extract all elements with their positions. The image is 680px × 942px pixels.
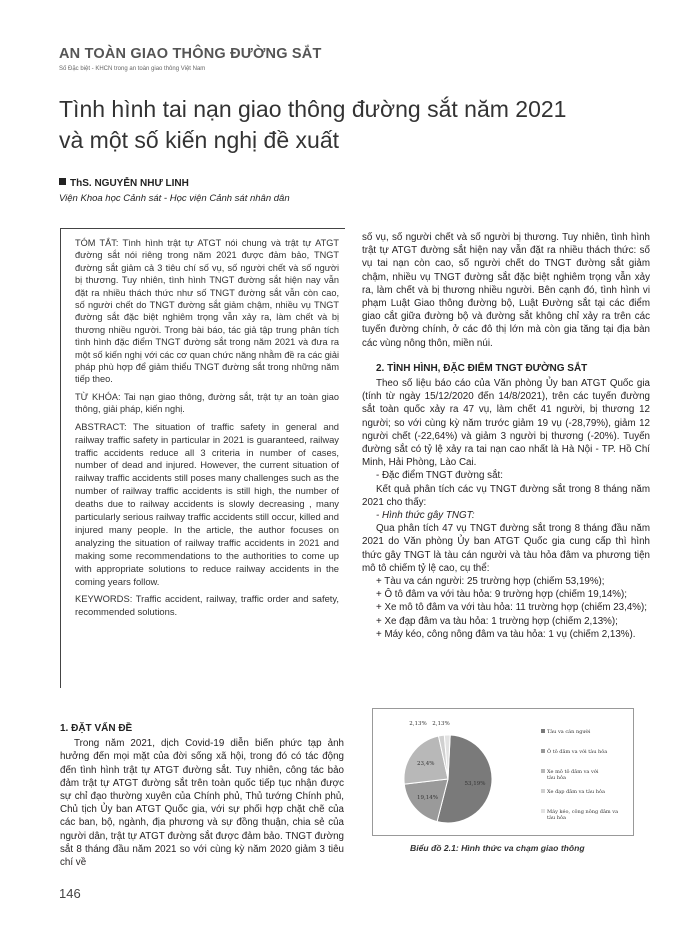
list-item: + Xe mô tô đâm va với tàu hỏa: 11 trường hợp (chiếm 23,4%); (376, 602, 647, 614)
author (59, 178, 189, 189)
title-line-1: Tình hình tai nạn giao thông đường sắt năm 2021 (59, 96, 567, 122)
legend-label: Tàu va cán người (547, 729, 591, 735)
section-2-p4: - Hình thức gây TNGT: (376, 510, 475, 522)
section-header: AN TOÀN GIAO THÔNG ĐƯỜNG SẮT (59, 46, 322, 62)
author-name: ThS. NGUYỄN NHƯ LINH (70, 178, 189, 189)
continued-paragraph: số vụ, số người chết và số người bị thương. Tuy nhiên, tình hình trật tự ATGT đường sắt hiện nay vẫn đặt ra nhiều thách thức: số vụ tai nạn còn cao, số người chết do TNGT đường sắt giảm chậm, nhiều vụ TNGT đường sắt đặc biệt nghiêm trọng vẫn xảy ra, làm chết và bị thương nhiều người. Bên cạnh đó, tình hình vi phạm Luật Giao thông đường bộ, Luật Đường sắt tại các điểm giao cắt giữa đường bộ và đường sắt không chỉ xảy ra trên các tuyến đường chính, ở các đô thị lớn mà còn gia tăng tại địa bàn các vùng nông thôn, miền núi. (362, 232, 650, 349)
pie-chart (373, 709, 633, 835)
legend-swatch (541, 789, 545, 793)
section-2-p2: - Đặc điểm TNGT đường sắt: (376, 470, 503, 482)
slice-data-label: 2,13% (432, 721, 450, 727)
slice-data-label: 19,14% (416, 794, 438, 801)
legend-swatch (541, 809, 545, 813)
legend-swatch (541, 769, 545, 773)
legend-swatch (541, 749, 545, 753)
list-item: + Ô tô đâm va với tàu hỏa: 9 trường hợp (chiếm 19,14%); (376, 589, 628, 601)
list-item: + Máy kéo, công nông đâm va tàu hỏa: 1 vụ (chiếm 2,13%). (376, 628, 636, 640)
title-line-2: và một số kiến nghị đề xuất (59, 127, 339, 153)
list-item: + Tàu va cán người: 25 trường hợp (chiếm 53,19%); (376, 576, 605, 588)
issue-subtitle: Số Đặc biệt - KHCN trong an toàn giao thông Việt Nam (59, 66, 206, 72)
legend-label: Xe mô tô đâm va với tàu hỏa (547, 769, 599, 781)
keywords-vi: TỪ KHÓA: Tai nạn giao thông, đường sắt, trật tự an toàn giao thông, giải pháp, kiến nghị. (75, 391, 339, 415)
legend-label: Xe đạp đâm va tàu hỏa (547, 789, 605, 795)
list-item: + Xe đạp đâm va tàu hỏa: 1 trường hợp (chiếm 2,13%); (376, 615, 618, 627)
section-2-p3: Kết quả phân tích các vụ TNGT đường sắt trong 8 tháng năm 2021 cho thấy: (362, 483, 650, 508)
abstract-box (60, 228, 345, 688)
legend-swatch (541, 729, 545, 733)
slice-data-label: 23,4% (417, 761, 435, 768)
slice-data-label: 53,19% (464, 781, 486, 788)
abstract-en: ABSTRACT: The situation of traffic safety in general and railway traffic safety in particular in 2021 is guaranteed, railway traffic accidents reduce all 3 criteria in number of cases, number of dead and injured. However, the current situation of railway traffic accidents still poses many challenges such as the number of railway traffic accidents is still high, the number of deaths due to railway accidents is slowly decreasing , many particularly serious railway traffic accidents still occur, killed and injured many people. In the article, the author focuses on analyzing the situation of railway traffic accidents in 2021 and making some recommendations to the authorities to come up with appropriate solutions to reduce railway accidents in the coming years follow. (75, 420, 340, 587)
section-1-heading: 1. ĐẶT VẤN ĐỀ (60, 723, 133, 734)
article-title (59, 94, 639, 156)
section-2-heading: 2. TÌNH HÌNH, ĐẶC ĐIỂM TNGT ĐƯỜNG SẮT (376, 362, 588, 374)
abstract-vi: TÓM TẮT: Tình hình trật tự ATGT nói chung và trật tự ATGT đường sắt nói riêng trong năm 2021 được đảm bảo, TNGT đường sắt giảm cả 3 tiêu chí số vụ, số người chết và số người bị thương. Tuy nhiên, tình hình TNGT đường sắt hiện nay vẫn đặt ra nhiều thách thức như số TNGT đường sắt vẫn còn cao, số người chết do TNGT đường sắt giảm chậm, nhiều vụ TNGT đường sắt đặc biệt nghiêm trọng vẫn xảy ra, làm chết và bị thương nhiều người. Trong bài báo, tác giả tập trung phân tích tình hình đặc điểm TNGT đường sắt trong năm 2021 và đưa ra một số kiến nghị với các cơ quan chức năng nhằm đề ra các giải pháp phù hợp để giảm thiểu TNGT đường sắt trong những năm tiếp theo. (75, 238, 339, 385)
page-number: 146 (59, 886, 81, 901)
pie-chart-box (372, 708, 634, 836)
legend-label: Máy kéo, công nông đâm va tàu hỏa (547, 809, 619, 821)
right-column (362, 231, 650, 641)
slice-data-label: 2,13% (409, 721, 427, 727)
section-2-p5: Qua phân tích 47 vụ TNGT đường sắt trong 8 tháng đầu năm 2021 do Văn phòng Ủy ban ATGT Quốc gia cung cấp thì hình thức gây TNGT là tàu cán người và tàu hỏa đâm va phương tiện mô tô chiếm tỷ lệ cao, cụ thể: (362, 523, 650, 574)
chart-caption: Biểu đồ 2.1: Hình thức va chạm giao thông (410, 843, 585, 853)
section-1-paragraph: Trong năm 2021, dịch Covid-19 diễn biến phức tạp ảnh hưởng đến mọi mặt của đời sống xã hội, trong đó có tác động đến tình hình trật tự ATGT đường sắt. Tuy nhiên, công tác bảo đảm trật tự ATGT đường sắt trên toàn quốc tiếp tục nhận được sự chỉ đạo thường xuyên của Chính phủ, Thủ tướng Chính phủ, Chủ tịch Ủy ban ATGT Quốc gia, với sự phối hợp chặt chẽ của các ban, bộ, ngành, địa phương và sự đồng thuận, chia sẻ của người dân, trật tự ATGT đường sắt được đảm bảo. TNGT đường sắt 8 tháng đầu năm 2021 so với cùng kỳ năm 2020 giảm 3 tiêu chí về (60, 738, 344, 869)
section-2-p1: Theo số liệu báo cáo của Văn phòng Ủy ban ATGT Quốc gia (tính từ ngày 15/12/2020 đến 14/8/2021), trên các tuyến đường sắt toàn quốc xảy ra 47 vụ, làm chết 41 người, bị thương 12 người; so với cùng kỳ năm trước giảm 19 vụ (-28,79%), giảm 12 người chết (-22,64%) và giảm 3 người bị thương (-20%). Tuyến đường sắt có tỷ lệ xảy ra tai nạn cao nhất là Hà Nội - TP. Hồ Chí Minh, Hải Phòng, Lào Cai. (362, 378, 650, 469)
legend-label: Ô tô đâm va với tàu hỏa (547, 749, 608, 755)
bullet-square-icon (59, 178, 66, 185)
section-1 (60, 722, 344, 869)
affiliation: Viện Khoa học Cảnh sát - Học viện Cảnh sát nhân dân (59, 193, 290, 204)
keywords-en: KEYWORDS: Traffic accident, railway, traffic order and safety, recommended solutions. (75, 593, 339, 618)
